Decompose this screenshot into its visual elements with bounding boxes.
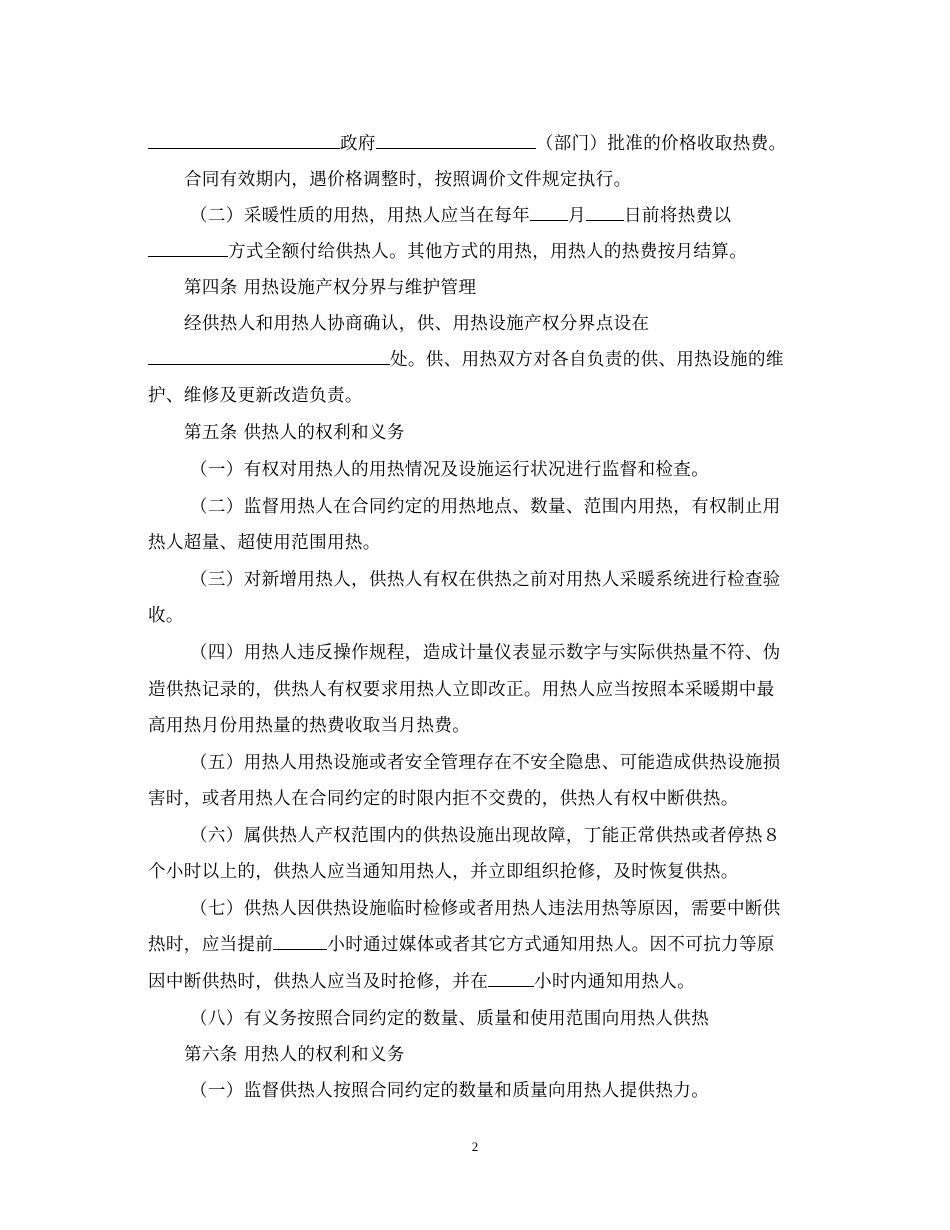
section-heading: 第四条 用热设施产权分界与维护管理 (184, 278, 477, 298)
paragraph-line: （四）用热人违反操作规程，造成计量仪表显示数字与实际供热量不符、伪 (190, 643, 781, 663)
fill-blank (148, 241, 228, 257)
paragraph-line: 经供热人和用热人协商确认，供、用热设施产权分界点设在 (184, 314, 650, 334)
paragraph-line: （一）有权对用热人的用热情况及设施运行状况进行监督和检查。 (190, 460, 710, 480)
paragraph-line: 政府 （部门）批准的价格收取热费。 (148, 133, 786, 155)
paragraph-line: 害时，或者用热人在合同约定的时限内拒不交费的，供热人有权中断供热。 (148, 789, 739, 809)
paragraph-line: 热人超量、超使用范围用热。 (148, 533, 381, 553)
paragraph-line: 护、维修及更新改造负责。 (148, 386, 363, 406)
paragraph-line: 处。供、用热双方对各自负责的供、用热设施的维 (148, 349, 784, 371)
paragraph-line: （六）属供热人产权范围内的供热设施出现故障，丁能正常供热或者停热８ (190, 826, 781, 846)
fill-blank (148, 349, 390, 365)
page-number: 2 (471, 1139, 479, 1154)
paragraph-line: 因中断供热时，供热人应当及时抢修，并在 小时内通知用热人。 (148, 972, 696, 992)
paragraph-line: （三）对新增用热人，供热人有权在供热之前对用热人采暖系统进行检查验 (190, 570, 781, 590)
fill-blank (530, 205, 568, 221)
paragraph-line: 收。 (148, 606, 184, 626)
fill-blank (148, 133, 340, 149)
paragraph-line: （一）监督供热人按照合同约定的数量和质量向用热人提供热力。 (190, 1081, 710, 1101)
paragraph-line: （二）监督用热人在合同约定的用热地点、数量、范围内用热，有权制止用 (190, 497, 781, 517)
paragraph-line: （七）供热人因供热设施临时检修或者用热人违法用热等原因，需要中断供 (190, 899, 781, 919)
paragraph-line: 热时，应当提前 小时通过媒体或者其它方式通知用热人。因不可抗力等原 (148, 935, 775, 955)
paragraph-line: 个小时以上的，供热人应当通知用热人，并立即组织抢修，及时恢复供热。 (148, 862, 739, 882)
fill-blank (273, 934, 327, 950)
fill-blank (488, 971, 534, 987)
paragraph-line: （五）用热人用热设施或者安全管理存在不安全隐患、可能造成供热设施损 (190, 753, 781, 773)
paragraph-line: 高用热月份用热量的热费收取当月热费。 (148, 716, 471, 736)
fill-blank (586, 205, 624, 221)
section-heading: 第六条 用热人的权利和义务 (184, 1045, 405, 1065)
fill-blank (376, 133, 536, 149)
paragraph-line: 造供热记录的，供热人有权要求用热人立即改正。用热人应当按照本采暖期中最 (148, 680, 775, 700)
paragraph-line: 合同有效期内，遇价格调整时，按照调价文件规定执行。 (184, 170, 632, 190)
paragraph-line: （二）采暖性质的用热，用热人应当在每年 月 日前将热费以 (190, 206, 732, 226)
paragraph-line: 方式全额付给供热人。其他方式的用热，用热人的热费按月结算。 (148, 241, 747, 263)
section-heading: 第五条 供热人的权利和义务 (184, 423, 405, 443)
paragraph-line: （八）有义务按照合同约定的数量、质量和使用范围向用热人供热 (190, 1009, 710, 1029)
